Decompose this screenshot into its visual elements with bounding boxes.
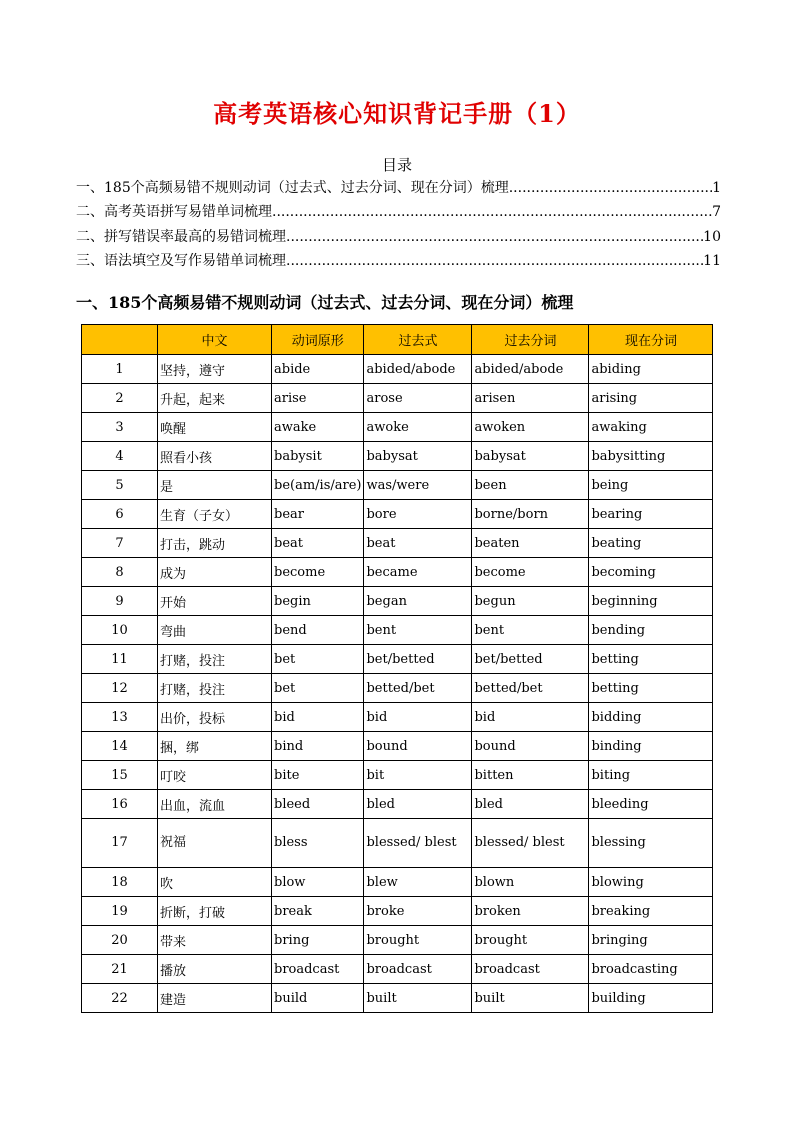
- row-number-cell: 2: [82, 384, 158, 413]
- past-tense-cell: bet/betted: [364, 645, 472, 674]
- past-participle-cell: awoken: [472, 413, 589, 442]
- past-participle-cell: begun: [472, 587, 589, 616]
- past-participle-cell: betted/bet: [472, 674, 589, 703]
- past-participle-cell: become: [472, 558, 589, 587]
- past-tense-cell: bent: [364, 616, 472, 645]
- row-number-cell: 20: [82, 926, 158, 955]
- past-tense-cell: babysat: [364, 442, 472, 471]
- table-row: [82, 674, 713, 703]
- present-participle-cell: bleeding: [589, 790, 713, 819]
- base-form-cell: arise: [272, 384, 364, 413]
- row-number-cell: 21: [82, 955, 158, 984]
- base-form-cell: bear: [272, 500, 364, 529]
- base-form-cell: beat: [272, 529, 364, 558]
- toc-entry[interactable]: [76, 180, 721, 196]
- row-number-cell: 5: [82, 471, 158, 500]
- past-tense-cell: broke: [364, 897, 472, 926]
- past-participle-cell: borne/born: [472, 500, 589, 529]
- table-row: [82, 897, 713, 926]
- present-participle-cell: beginning: [589, 587, 713, 616]
- row-number-cell: 11: [82, 645, 158, 674]
- base-form-cell: bend: [272, 616, 364, 645]
- past-tense-cell: blessed/ blest: [364, 819, 472, 868]
- chinese-meaning-cell: 唤醒: [158, 413, 272, 442]
- table-row: [82, 732, 713, 761]
- toc-leader-dots: [509, 180, 712, 196]
- chinese-meaning-cell: 成为: [158, 558, 272, 587]
- chinese-meaning-cell: 出价，投标: [158, 703, 272, 732]
- row-number-cell: 8: [82, 558, 158, 587]
- toc-leader-dots: [272, 204, 712, 220]
- table-row: [82, 529, 713, 558]
- past-tense-cell: abided/abode: [364, 355, 472, 384]
- toc-entry-page: 7: [712, 204, 721, 220]
- chinese-meaning-cell: 折断，打破: [158, 897, 272, 926]
- past-participle-cell: blown: [472, 868, 589, 897]
- chinese-meaning-cell: 捆，绑: [158, 732, 272, 761]
- present-participle-cell: arising: [589, 384, 713, 413]
- toc-entry-text: 二、高考英语拼写易错单词梳理: [76, 204, 272, 220]
- base-form-cell: begin: [272, 587, 364, 616]
- chinese-meaning-cell: 叮咬: [158, 761, 272, 790]
- present-participle-cell: being: [589, 471, 713, 500]
- past-tense-cell: became: [364, 558, 472, 587]
- chinese-meaning-cell: 打赌，投注: [158, 645, 272, 674]
- toc-entry-page: 1: [712, 180, 721, 196]
- chinese-meaning-cell: 生育（子女）: [158, 500, 272, 529]
- table-row: [82, 868, 713, 897]
- table-row: [82, 442, 713, 471]
- past-tense-cell: built: [364, 984, 472, 1013]
- past-participle-cell: bet/betted: [472, 645, 589, 674]
- past-participle-cell: bled: [472, 790, 589, 819]
- base-form-cell: bet: [272, 674, 364, 703]
- past-participle-cell: bound: [472, 732, 589, 761]
- table-row: [82, 616, 713, 645]
- base-form-cell: blow: [272, 868, 364, 897]
- past-participle-cell: broken: [472, 897, 589, 926]
- chinese-meaning-cell: 开始: [158, 587, 272, 616]
- chinese-meaning-cell: 祝福: [158, 819, 272, 868]
- base-form-cell: bring: [272, 926, 364, 955]
- table-row: [82, 587, 713, 616]
- chinese-meaning-cell: 坚持，遵守: [158, 355, 272, 384]
- present-participle-cell: bearing: [589, 500, 713, 529]
- past-tense-cell: bled: [364, 790, 472, 819]
- table-row: [82, 790, 713, 819]
- toc-entry-page: 11: [703, 253, 721, 269]
- past-participle-cell: bitten: [472, 761, 589, 790]
- table-row: [82, 984, 713, 1013]
- past-tense-cell: awoke: [364, 413, 472, 442]
- table-row: [82, 471, 713, 500]
- table-row: [82, 500, 713, 529]
- row-number-cell: 14: [82, 732, 158, 761]
- row-number-cell: 3: [82, 413, 158, 442]
- past-tense-cell: bore: [364, 500, 472, 529]
- past-participle-cell: broadcast: [472, 955, 589, 984]
- past-tense-cell: arose: [364, 384, 472, 413]
- row-number-cell: 13: [82, 703, 158, 732]
- toc-entry-text: 三、语法填空及写作易错单词梳理: [76, 253, 286, 269]
- table-header-row: [82, 325, 713, 355]
- chinese-meaning-cell: 建造: [158, 984, 272, 1013]
- table-row: [82, 355, 713, 384]
- past-tense-cell: brought: [364, 926, 472, 955]
- base-form-cell: build: [272, 984, 364, 1013]
- chinese-meaning-cell: 照看小孩: [158, 442, 272, 471]
- toc-leader-dots: [286, 253, 703, 269]
- present-participle-cell: bidding: [589, 703, 713, 732]
- present-participle-cell: beating: [589, 529, 713, 558]
- row-number-cell: 16: [82, 790, 158, 819]
- chinese-meaning-cell: 出血，流血: [158, 790, 272, 819]
- row-number-cell: 17: [82, 819, 158, 868]
- past-participle-cell: been: [472, 471, 589, 500]
- toc-entry-page: 10: [703, 229, 721, 245]
- table-row: [82, 819, 713, 868]
- chinese-meaning-cell: 播放: [158, 955, 272, 984]
- table-row: [82, 413, 713, 442]
- row-number-cell: 1: [82, 355, 158, 384]
- table-row: [82, 955, 713, 984]
- past-tense-cell: bid: [364, 703, 472, 732]
- present-participle-cell: biting: [589, 761, 713, 790]
- base-form-cell: bite: [272, 761, 364, 790]
- past-tense-cell: bound: [364, 732, 472, 761]
- present-participle-cell: bringing: [589, 926, 713, 955]
- present-participle-cell: betting: [589, 674, 713, 703]
- section-heading: 一、185个高频易错不规则动词（过去式、过去分词、现在分词）梳理: [76, 293, 574, 312]
- toc-heading: 目录: [381, 156, 412, 174]
- header-cell: 过去式: [364, 325, 472, 355]
- present-participle-cell: blowing: [589, 868, 713, 897]
- toc-entry[interactable]: [76, 229, 721, 245]
- present-participle-cell: betting: [589, 645, 713, 674]
- base-form-cell: babysit: [272, 442, 364, 471]
- present-participle-cell: bending: [589, 616, 713, 645]
- base-form-cell: bid: [272, 703, 364, 732]
- chinese-meaning-cell: 弯曲: [158, 616, 272, 645]
- table-row: [82, 761, 713, 790]
- base-form-cell: bless: [272, 819, 364, 868]
- past-participle-cell: blessed/ blest: [472, 819, 589, 868]
- table-row: [82, 703, 713, 732]
- present-participle-cell: blessing: [589, 819, 713, 868]
- row-number-cell: 6: [82, 500, 158, 529]
- past-participle-cell: bent: [472, 616, 589, 645]
- base-form-cell: bind: [272, 732, 364, 761]
- base-form-cell: bet: [272, 645, 364, 674]
- past-participle-cell: built: [472, 984, 589, 1013]
- toc-entry[interactable]: [76, 204, 721, 220]
- present-participle-cell: awaking: [589, 413, 713, 442]
- past-tense-cell: began: [364, 587, 472, 616]
- header-cell: 中文: [158, 325, 272, 355]
- past-tense-cell: betted/bet: [364, 674, 472, 703]
- present-participle-cell: broadcasting: [589, 955, 713, 984]
- past-participle-cell: brought: [472, 926, 589, 955]
- verb-table: [81, 324, 713, 1013]
- chinese-meaning-cell: 是: [158, 471, 272, 500]
- past-participle-cell: bid: [472, 703, 589, 732]
- row-number-cell: 9: [82, 587, 158, 616]
- present-participle-cell: abiding: [589, 355, 713, 384]
- row-number-cell: 12: [82, 674, 158, 703]
- past-tense-cell: broadcast: [364, 955, 472, 984]
- row-number-cell: 15: [82, 761, 158, 790]
- table-row: [82, 926, 713, 955]
- row-number-cell: 7: [82, 529, 158, 558]
- present-participle-cell: binding: [589, 732, 713, 761]
- header-cell: 过去分词: [472, 325, 589, 355]
- toc-entry[interactable]: [76, 253, 721, 269]
- table-row: [82, 558, 713, 587]
- toc-leader-dots: [286, 229, 703, 245]
- chinese-meaning-cell: 带来: [158, 926, 272, 955]
- past-tense-cell: beat: [364, 529, 472, 558]
- toc-entry-text: 一、185个高频易错不规则动词（过去式、过去分词、现在分词）梳理: [76, 180, 509, 196]
- base-form-cell: be(am/is/are): [272, 471, 364, 500]
- base-form-cell: become: [272, 558, 364, 587]
- chinese-meaning-cell: 打赌，投注: [158, 674, 272, 703]
- chinese-meaning-cell: 升起，起来: [158, 384, 272, 413]
- present-participle-cell: babysitting: [589, 442, 713, 471]
- table-row: [82, 645, 713, 674]
- row-number-cell: 19: [82, 897, 158, 926]
- base-form-cell: awake: [272, 413, 364, 442]
- chinese-meaning-cell: 吹: [158, 868, 272, 897]
- present-participle-cell: becoming: [589, 558, 713, 587]
- past-participle-cell: abided/abode: [472, 355, 589, 384]
- base-form-cell: broadcast: [272, 955, 364, 984]
- past-tense-cell: bit: [364, 761, 472, 790]
- past-tense-cell: was/were: [364, 471, 472, 500]
- base-form-cell: bleed: [272, 790, 364, 819]
- past-tense-cell: blew: [364, 868, 472, 897]
- past-participle-cell: beaten: [472, 529, 589, 558]
- header-cell: [82, 325, 158, 355]
- base-form-cell: abide: [272, 355, 364, 384]
- row-number-cell: 18: [82, 868, 158, 897]
- base-form-cell: break: [272, 897, 364, 926]
- row-number-cell: 22: [82, 984, 158, 1013]
- table-row: [82, 384, 713, 413]
- header-cell: 动词原形: [272, 325, 364, 355]
- past-participle-cell: babysat: [472, 442, 589, 471]
- row-number-cell: 10: [82, 616, 158, 645]
- header-cell: 现在分词: [589, 325, 713, 355]
- past-participle-cell: arisen: [472, 384, 589, 413]
- row-number-cell: 4: [82, 442, 158, 471]
- present-participle-cell: breaking: [589, 897, 713, 926]
- toc-entry-text: 二、拼写错误率最高的易错词梳理: [76, 229, 286, 245]
- document-title: 高考英语核心知识背记手册（1）: [213, 99, 581, 128]
- chinese-meaning-cell: 打击，跳动: [158, 529, 272, 558]
- present-participle-cell: building: [589, 984, 713, 1013]
